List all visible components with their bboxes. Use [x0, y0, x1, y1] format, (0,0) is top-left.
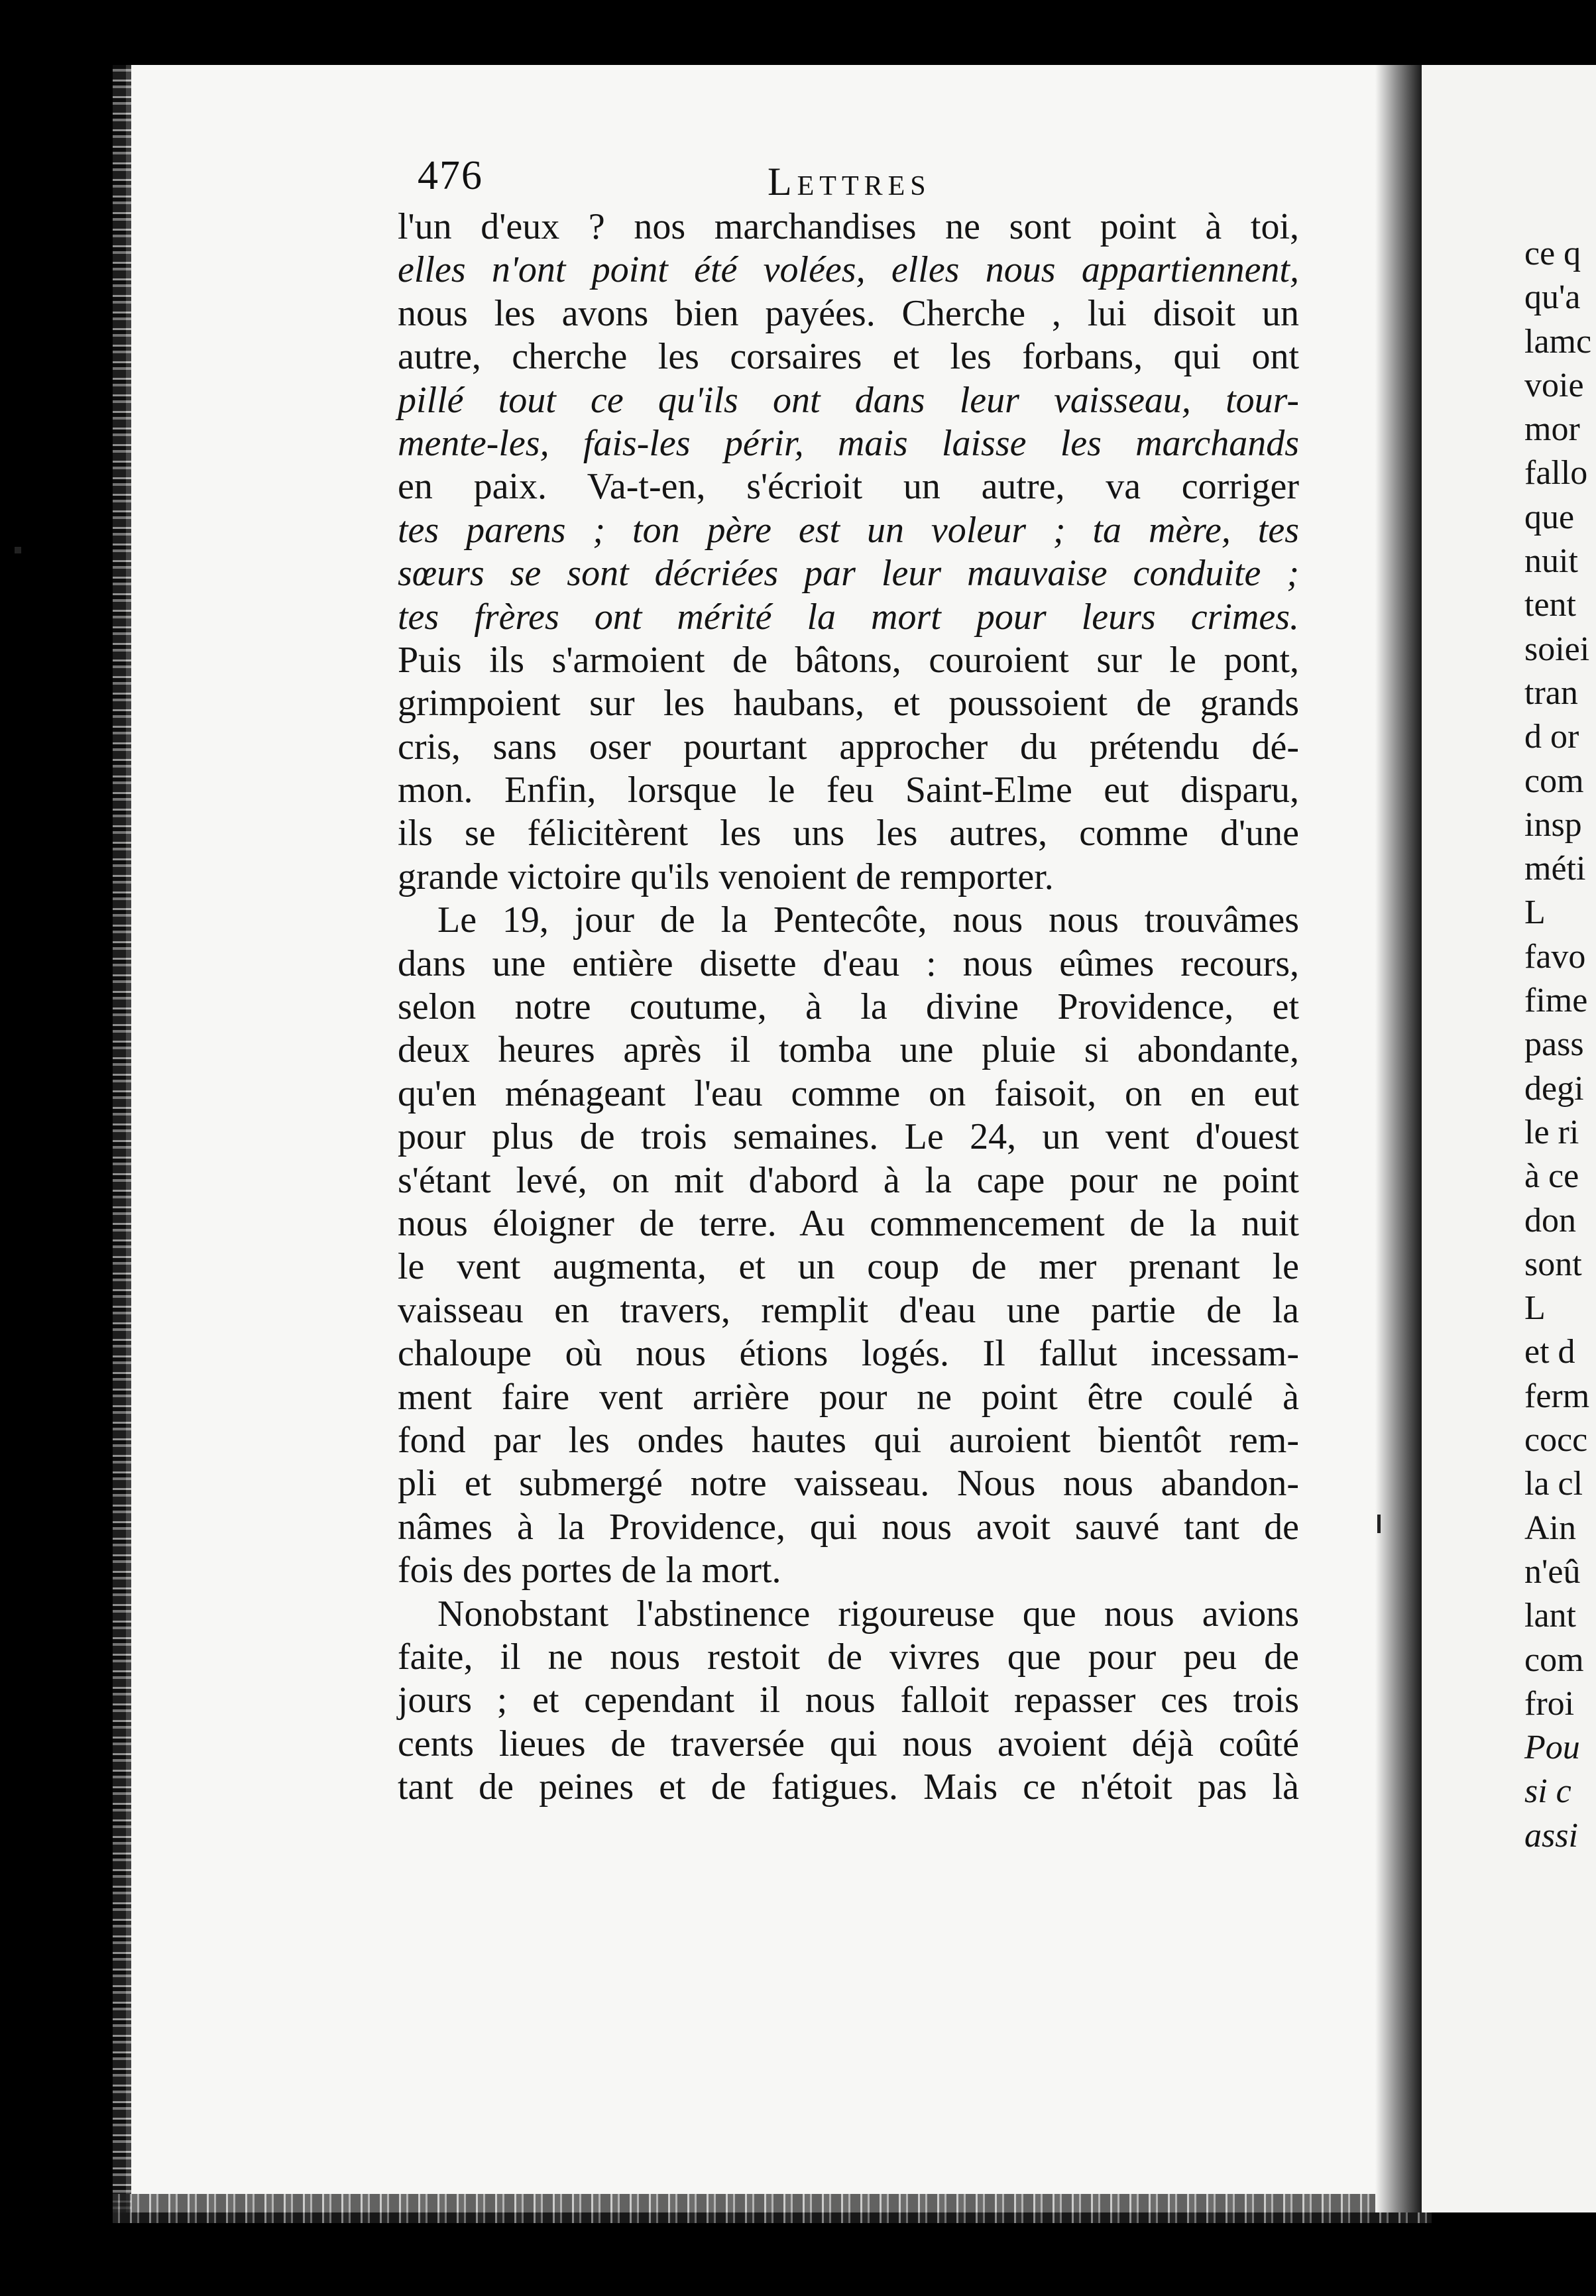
facing-line: insp: [1524, 805, 1582, 844]
text-line: en paix. Va-t-en, s'écrioit un autre, va corriger: [398, 466, 1299, 508]
text-line: Le 19, jour de la Pentecôte, nous nous trouvâmes: [437, 899, 1299, 941]
facing-line: fime: [1524, 982, 1588, 1020]
text-line: chaloupe où nous étions logés. Il fallut incessam-: [398, 1333, 1299, 1375]
text-line: Nonobstant l'abstinence rigoureuse que nous avions: [437, 1593, 1299, 1635]
body-text: [398, 205, 1299, 1809]
facing-line: lant: [1524, 1597, 1576, 1635]
facing-line: soiei: [1524, 630, 1590, 668]
facing-page-text: [1524, 232, 1596, 1858]
text-line: s'étant levé, on mit d'abord à la cape pour ne point: [398, 1159, 1299, 1201]
page-number: 476: [418, 153, 483, 198]
facing-line: d or: [1524, 718, 1579, 756]
text-line: tes frères ont mérité la mort pour leurs crimes.: [398, 596, 1299, 638]
text-line: mente-les, fais-les périr, mais laisse les marchands: [398, 422, 1299, 464]
text-line: nâmes à la Providence, qui nous avoit sauvé tant de: [398, 1506, 1299, 1548]
facing-line: si c: [1524, 1772, 1571, 1811]
facing-line: L: [1524, 893, 1546, 932]
text-line: vaisseau en travers, remplit d'eau une partie de la: [398, 1289, 1299, 1331]
text-line: fond par les ondes hautes qui auroient bientôt rem-: [398, 1419, 1299, 1461]
text-line: autre, cherche les corsaires et les forbans, qui ont: [398, 336, 1299, 378]
facing-line: qu'a: [1524, 278, 1581, 317]
text-line: faite, il ne nous restoit de vivres que pour peu de: [398, 1636, 1299, 1678]
facing-line: que: [1524, 498, 1575, 536]
text-line: cris, sans oser pourtant approcher du prétendu dé-: [398, 726, 1299, 768]
facing-line: Ain: [1524, 1509, 1576, 1547]
text-line: grande victoire qu'ils venoient de remporter.: [398, 856, 1054, 897]
text-line: pli et submergé notre vaisseau. Nous nous abandon-: [398, 1463, 1299, 1505]
text-line: jours ; et cependant il nous falloit repasser ces trois: [398, 1680, 1299, 1721]
facing-line: don: [1524, 1201, 1576, 1239]
facing-line: ce q: [1524, 235, 1581, 272]
text-line: l'un d'eux ? nos marchandises ne sont point à toi,: [398, 206, 1299, 247]
facing-line: et d: [1524, 1333, 1575, 1371]
scan-speck: [15, 547, 21, 553]
text-line: nous les avons bien payées. Cherche , lui disoit un: [398, 292, 1299, 334]
text-line: selon notre coutume, à la divine Providence, et: [398, 986, 1299, 1028]
facing-line: Pou: [1524, 1729, 1580, 1767]
text-line: dans une entière disette d'eau : nous eûmes recours,: [398, 943, 1299, 984]
text-line: pour plus de trois semaines. Le 24, un vent d'ouest: [398, 1116, 1299, 1158]
text-line: qu'en ménageant l'eau comme on faisoit, on en eut: [398, 1072, 1299, 1114]
page-bottom-edge: [113, 2194, 1432, 2223]
text-line: le vent augmenta, et un coup de mer prenant le: [398, 1246, 1299, 1288]
facing-line: ferm: [1524, 1377, 1590, 1415]
facing-line: nuit: [1524, 542, 1578, 581]
text-line: ils se félicitèrent les uns les autres, comme d'une: [398, 813, 1299, 854]
page-header: [418, 152, 1292, 205]
facing-line: sont: [1524, 1245, 1582, 1283]
facing-line: lamc: [1524, 322, 1592, 361]
facing-line: tran: [1524, 673, 1578, 712]
facing-line: com: [1524, 1640, 1584, 1679]
text-line: pillé tout ce qu'ils ont dans leur vaisseau, tour-: [398, 379, 1299, 421]
facing-line: cocc: [1524, 1421, 1588, 1460]
facing-line: la cl: [1524, 1465, 1583, 1503]
text-line: tes parens ; ton père est un voleur ; ta mère, tes: [398, 509, 1299, 551]
text-line: grimpoient sur les haubans, et poussoient de grands: [398, 683, 1299, 724]
text-line: tant de peines et de fatigues. Mais ce n'étoit pas là: [398, 1766, 1299, 1808]
running-head: Lettres: [768, 160, 931, 203]
facing-line: froi: [1524, 1684, 1575, 1723]
page-left-edge: [113, 65, 131, 2212]
text-line: Puis ils s'armoient de bâtons, couroient sur le pont,: [398, 639, 1299, 681]
facing-line: favo: [1524, 937, 1586, 976]
book-gutter-shadow: [1375, 65, 1422, 2212]
facing-line: tent: [1524, 586, 1576, 624]
facing-line: com: [1524, 762, 1584, 800]
text-line: sœurs se sont décriées par leur mauvaise conduite ;: [398, 553, 1299, 595]
facing-line: méti: [1524, 850, 1586, 888]
facing-line: L: [1524, 1289, 1546, 1328]
facing-line: fallo: [1524, 454, 1588, 492]
facing-line: le ri: [1524, 1113, 1579, 1151]
facing-line: n'eû: [1524, 1552, 1581, 1591]
text-line: deux heures après il tomba une pluie si abondante,: [398, 1029, 1299, 1071]
facing-line: pass: [1524, 1025, 1584, 1064]
text-line: nous éloigner de terre. Au commencement de la nuit: [398, 1202, 1299, 1244]
facing-line: mor: [1524, 410, 1580, 449]
facing-line: à ce: [1524, 1157, 1579, 1196]
text-line: mon. Enfin, lorsque le feu Saint-Elme eut disparu,: [398, 770, 1299, 811]
text-line: fois des portes de la mort.: [398, 1550, 781, 1591]
text-line: ment faire vent arrière pour ne point être coulé à: [398, 1376, 1299, 1418]
scan-speck: [1377, 1515, 1381, 1533]
facing-line: degi: [1524, 1069, 1584, 1108]
facing-line: voie: [1524, 366, 1584, 404]
text-line: cents lieues de traversée qui nous avoient déjà coûté: [398, 1723, 1299, 1764]
text-line: elles n'ont point été volées, elles nous appartiennent,: [398, 249, 1299, 291]
facing-line: assi: [1524, 1816, 1578, 1855]
